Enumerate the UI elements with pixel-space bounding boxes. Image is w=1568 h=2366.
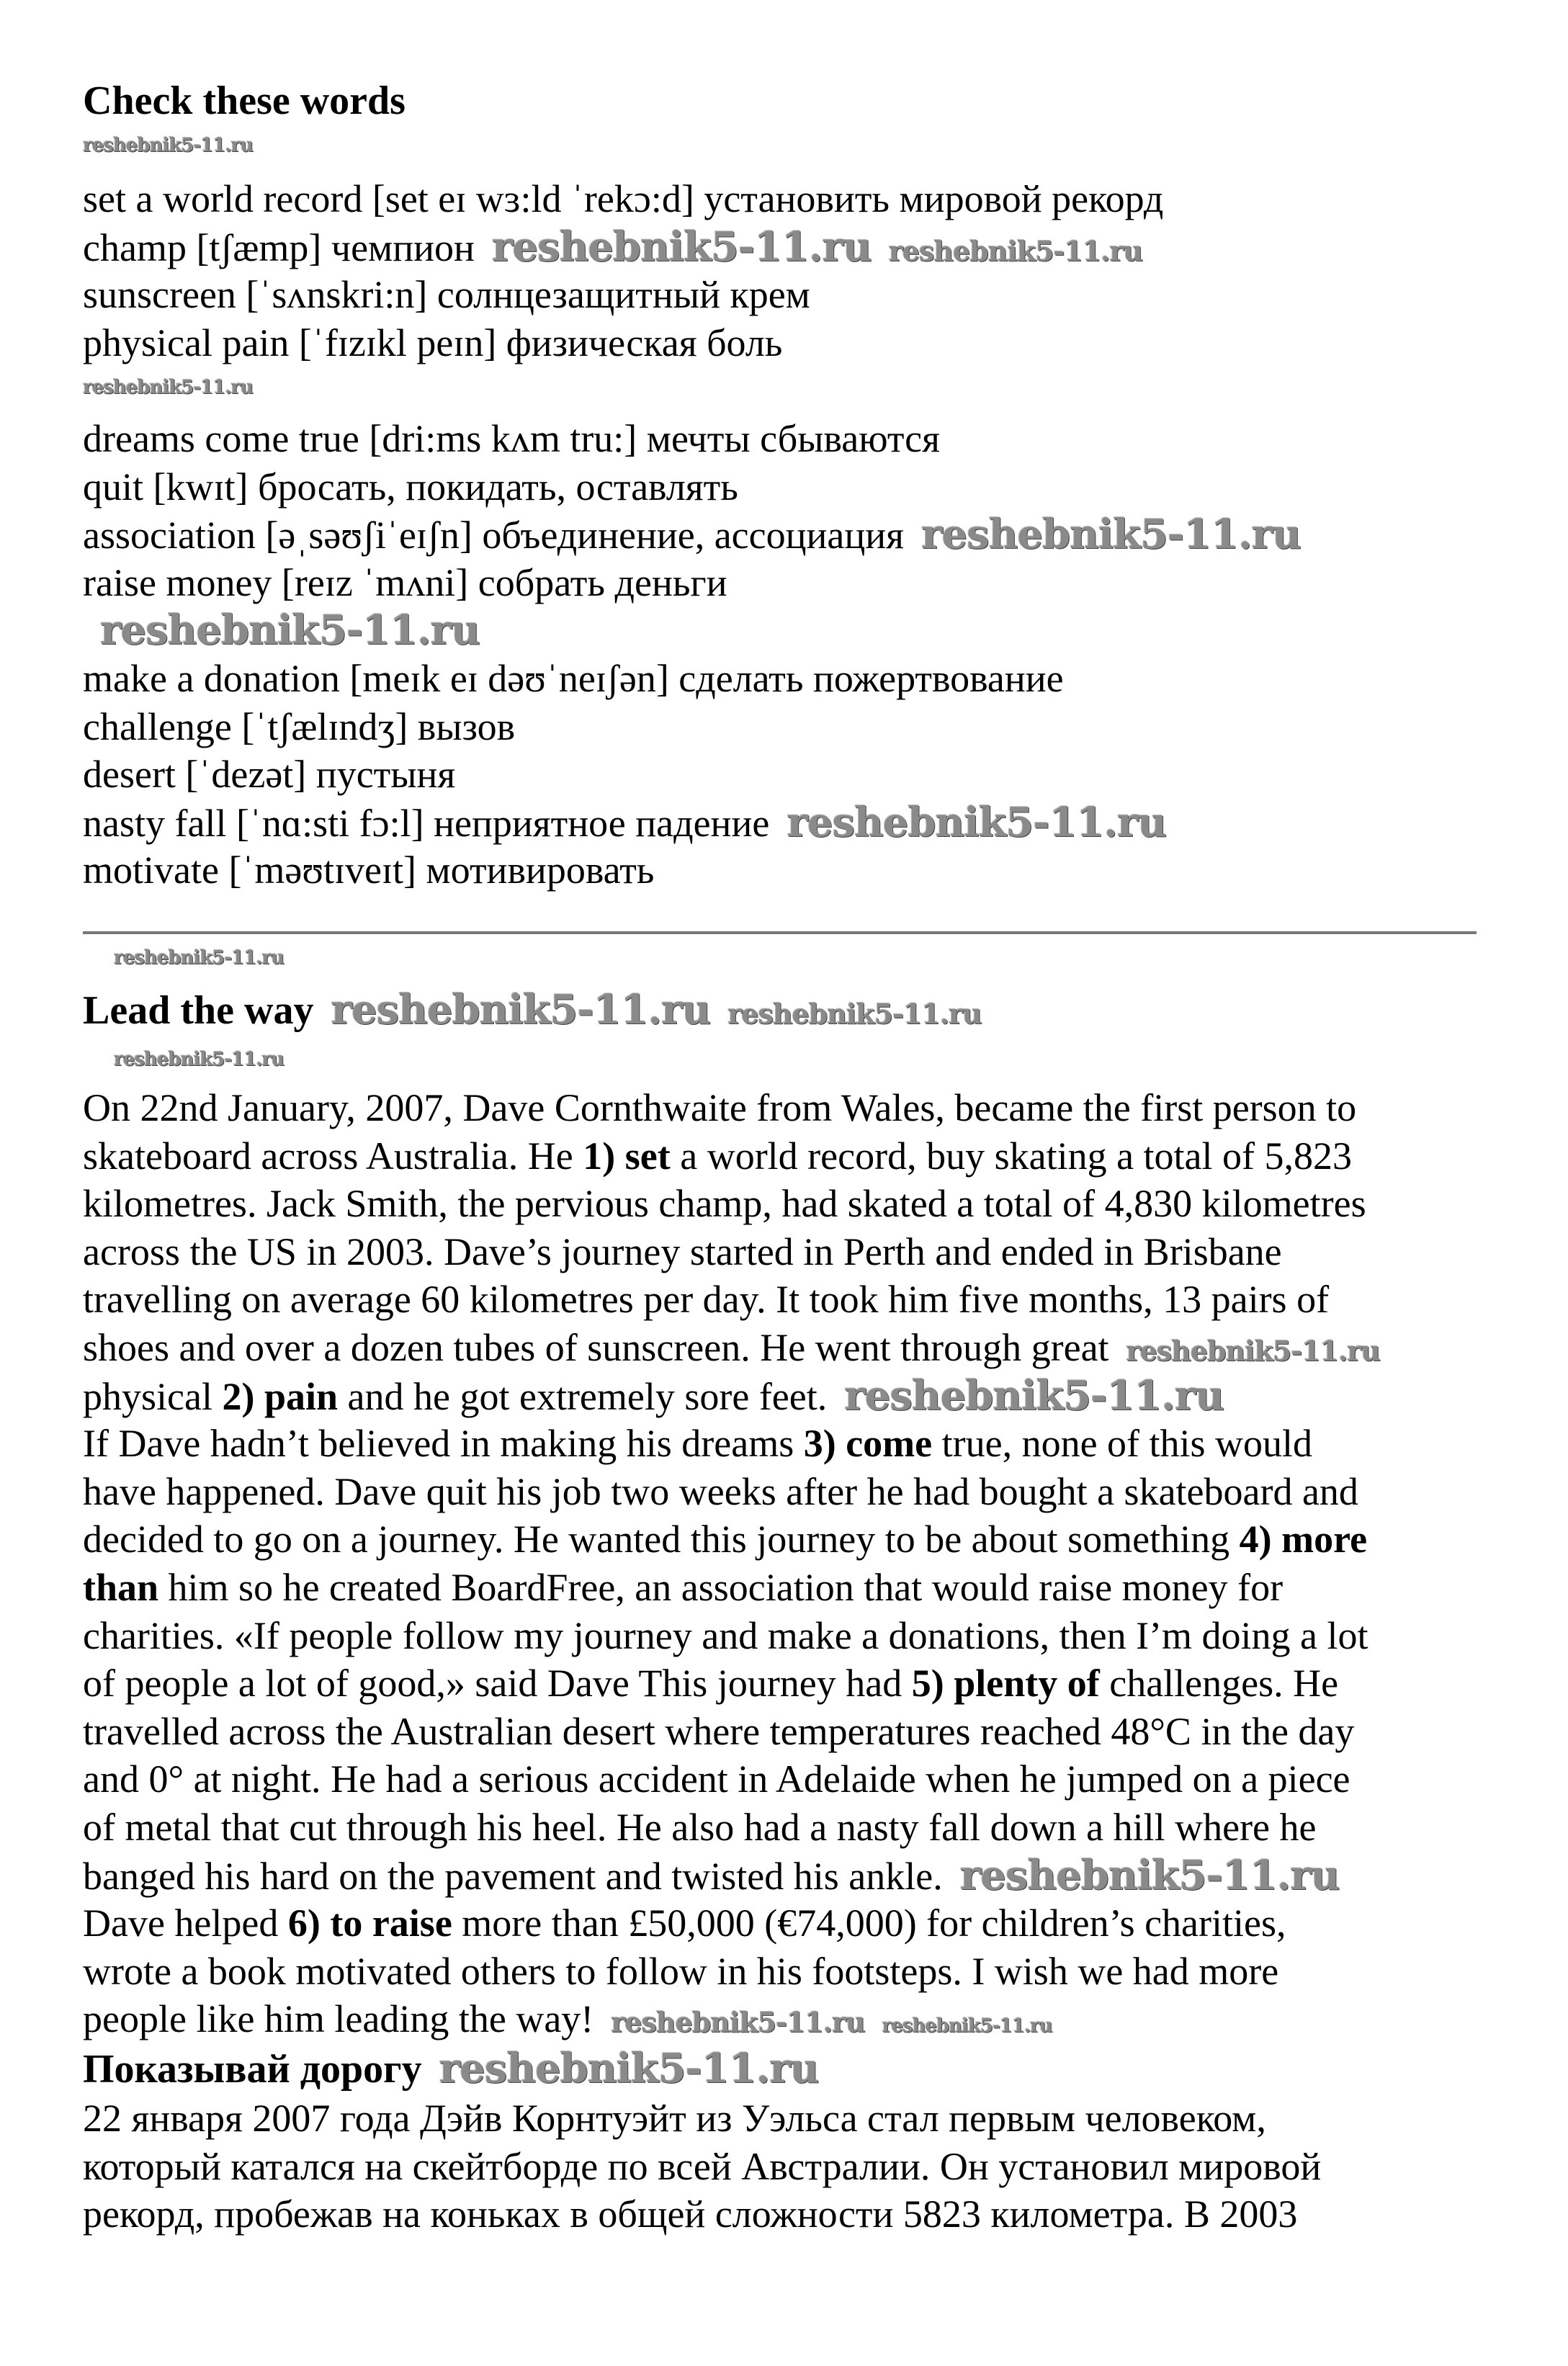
watermark: reshebnik5-11.ru bbox=[844, 1371, 1224, 1420]
watermark: reshebnik5-11.ru bbox=[439, 2045, 819, 2092]
article-text: of metal that cut through his heel. He also had a nasty fall down a hill where he bbox=[83, 1805, 1317, 1849]
article-line bbox=[83, 1132, 1380, 1180]
translation-line bbox=[83, 2190, 1321, 2239]
article-text: more than £50,000 (€74,000) for children’s charities, bbox=[452, 1901, 1286, 1945]
vocab-entry bbox=[83, 655, 1301, 703]
answer-word: 4) more bbox=[1239, 1518, 1368, 1561]
vocab-entry-text: sunscreen [ˈsʌnskri:n] солнцезащитный крем bbox=[83, 273, 810, 317]
article-text: charities. «If people follow my journey and make a donations, then I’m doing a lot bbox=[83, 1613, 1368, 1657]
article-text: have happened. Dave quit his job two weeks after he had bought a skateboard and bbox=[83, 1469, 1358, 1513]
article-text: banged his hard on the pavement and twisted his ankle. bbox=[83, 1854, 943, 1898]
article-line bbox=[83, 1948, 1380, 1996]
watermark: reshebnik5-11.ru bbox=[100, 606, 480, 655]
watermark: reshebnik5-11.ru bbox=[727, 998, 982, 1030]
translation-title-text: Показывай дорогу bbox=[83, 2047, 422, 2092]
answer-word: 1) set bbox=[583, 1134, 671, 1178]
watermark: reshebnik5-11.ru bbox=[787, 798, 1167, 846]
article-text: and 0° at night. He had a serious accident in Adelaide when he jumped on a piece bbox=[83, 1757, 1350, 1801]
article-text: skateboard across Australia. He bbox=[83, 1134, 583, 1178]
article-title bbox=[83, 987, 982, 1037]
article-line bbox=[83, 1228, 1380, 1276]
vocab-entry bbox=[83, 606, 1301, 655]
article-line bbox=[83, 1564, 1380, 1612]
article-text: people like him leading the way! bbox=[83, 1997, 594, 2041]
vocab-entry bbox=[83, 511, 1301, 559]
watermark: reshebnik5-11.ru bbox=[83, 377, 254, 398]
answer-word: 2) pain bbox=[222, 1374, 339, 1418]
article-line bbox=[83, 1659, 1380, 1708]
watermark: reshebnik5-11.ru bbox=[921, 511, 1301, 559]
article-text: travelled across the Australian desert where temperatures reached 48°C in the day bbox=[83, 1709, 1355, 1753]
answer-word: than bbox=[83, 1565, 159, 1609]
vocab-entry-text: physical pain [ˈfɪzɪkl peɪn] физическая боль bbox=[83, 321, 783, 364]
article-line bbox=[83, 1324, 1380, 1372]
vocab-entry bbox=[83, 319, 1163, 367]
vocab-entry bbox=[83, 271, 1163, 319]
vocab-list-2 bbox=[83, 415, 1301, 895]
watermark: reshebnik5-11.ru bbox=[1126, 1334, 1380, 1367]
article-text: wrote a book motivated others to follow in his footsteps. I wish we had more bbox=[83, 1949, 1279, 1993]
vocab-entry-text: nasty fall [ˈnɑ:sti fɔ:l] неприятное падение bbox=[83, 801, 770, 845]
watermark: reshebnik5-11.ru bbox=[959, 1851, 1340, 1899]
article-text: of people a lot of good,» said Dave This journey had bbox=[83, 1662, 912, 1706]
vocab-entry bbox=[83, 463, 1301, 511]
answer-word: 3) come bbox=[803, 1422, 933, 1466]
answer-word: 6) to raise bbox=[287, 1901, 452, 1945]
article-text: If Dave hadn’t believed in making his dreams bbox=[83, 1422, 804, 1466]
translation-line bbox=[83, 2143, 1321, 2191]
vocab-entry bbox=[83, 750, 1301, 799]
article-text: challenges. He bbox=[1099, 1662, 1339, 1706]
vocab-entry-text: desert [ˈdezət] пустыня bbox=[83, 753, 456, 797]
translation-line-text: 22 января 2007 года Дэйв Корнтуэйт из Уэльса стал первым человеком, bbox=[83, 2097, 1266, 2140]
article-line bbox=[83, 1708, 1380, 1756]
article-line bbox=[83, 1755, 1380, 1803]
answer-word: 5) plenty of bbox=[911, 1662, 1100, 1706]
article-line bbox=[83, 1468, 1380, 1516]
translation-line bbox=[83, 2094, 1321, 2143]
watermark: reshebnik5-11.ru bbox=[888, 234, 1143, 267]
watermark: reshebnik5-11.ru bbox=[882, 2015, 1052, 2038]
vocab-entry bbox=[83, 415, 1301, 463]
article-text: physical bbox=[83, 1374, 223, 1418]
article-title-text: Lead the way bbox=[83, 988, 314, 1033]
article-text: kilometres. Jack Smith, the pervious champ, had skated a total of 4,830 kilometres bbox=[83, 1182, 1366, 1226]
article-text: On 22nd January, 2007, Dave Cornthwaite from Wales, became the first person to bbox=[83, 1086, 1357, 1129]
vocab-entry-text: association [əˌsəʊʃiˈeɪʃn] объединение, ассоциация bbox=[83, 514, 905, 557]
article-text: a world record, buy skating a total of 5,823 bbox=[670, 1134, 1352, 1178]
article-line bbox=[83, 1995, 1380, 2043]
article-text: across the US in 2003. Dave’s journey started in Perth and ended in Brisbane bbox=[83, 1229, 1282, 1273]
vocab-entry bbox=[83, 703, 1301, 751]
watermark: reshebnik5-11.ru bbox=[491, 223, 872, 271]
article-line bbox=[83, 1899, 1380, 1948]
translation-body bbox=[83, 2094, 1321, 2239]
section-divider bbox=[83, 931, 1477, 934]
vocab-entry-text: set a world record [set eɪ wɜ:ld ˈrekɔ:d] установить мировой рекорд bbox=[83, 177, 1164, 220]
watermark: reshebnik5-11.ru bbox=[83, 135, 254, 156]
article-line bbox=[83, 1612, 1380, 1660]
article-body bbox=[83, 1084, 1380, 2043]
vocab-entry bbox=[83, 175, 1163, 223]
article-line bbox=[83, 1372, 1380, 1420]
translation-line-text: рекорд, пробежав на коньках в общей сложности 5823 километра. В 2003 bbox=[83, 2192, 1298, 2236]
vocab-list-1 bbox=[83, 175, 1163, 367]
vocab-entry-text: champ [tʃæmp] чемпион bbox=[83, 225, 475, 269]
vocab-entry-text: make a donation [meɪk eɪ dəʊˈneɪʃən] сделать пожертвование bbox=[83, 656, 1064, 700]
vocab-entry-text: raise money [reɪz ˈmʌni] собрать деньги bbox=[83, 560, 727, 604]
vocab-entry bbox=[83, 846, 1301, 895]
vocab-entry bbox=[83, 223, 1163, 272]
article-line bbox=[83, 1803, 1380, 1852]
vocab-entry-text: motivate [ˈməʊtɪveɪt] мотивировать bbox=[83, 848, 655, 892]
article-line bbox=[83, 1852, 1380, 1900]
watermark: reshebnik5-11.ru bbox=[114, 947, 285, 969]
article-line bbox=[83, 1515, 1380, 1564]
vocab-entry bbox=[83, 799, 1301, 847]
article-text: decided to go on a journey. He wanted this journey to be about something bbox=[83, 1518, 1240, 1561]
vocab-entry bbox=[83, 559, 1301, 607]
translation-title bbox=[83, 2045, 818, 2092]
article-line bbox=[83, 1084, 1380, 1132]
vocab-heading-text: Check these words bbox=[83, 79, 406, 123]
vocab-heading bbox=[83, 78, 406, 124]
translation-line-text: который катался на скейтборде по всей Австралии. Он установил мировой bbox=[83, 2144, 1322, 2188]
watermark: reshebnik5-11.ru bbox=[331, 986, 711, 1034]
article-text: him so he created BoardFree, an association that would raise money for bbox=[158, 1565, 1283, 1609]
watermark: reshebnik5-11.ru bbox=[114, 1049, 285, 1070]
article-text: shoes and over a dozen tubes of sunscreen. He went through great bbox=[83, 1325, 1109, 1369]
vocab-entry-text: challenge [ˈtʃælɪndʒ] вызов bbox=[83, 704, 516, 748]
article-text: true, none of this would bbox=[932, 1422, 1313, 1466]
vocab-entry-text: dreams come true [dri:ms kʌm tru:] мечты сбываются bbox=[83, 417, 940, 460]
watermark: reshebnik5-11.ru bbox=[611, 2006, 865, 2039]
article-line bbox=[83, 1420, 1380, 1468]
article-text: Dave helped bbox=[83, 1901, 288, 1945]
article-text: travelling on average 60 kilometres per day. It took him five months, 13 pairs of bbox=[83, 1278, 1330, 1322]
article-line bbox=[83, 1180, 1380, 1228]
vocab-entry-text: quit [kwɪt] бросать, покидать, оставлять bbox=[83, 465, 738, 508]
article-line bbox=[83, 1276, 1380, 1324]
article-text: and he got extremely sore feet. bbox=[338, 1374, 828, 1418]
